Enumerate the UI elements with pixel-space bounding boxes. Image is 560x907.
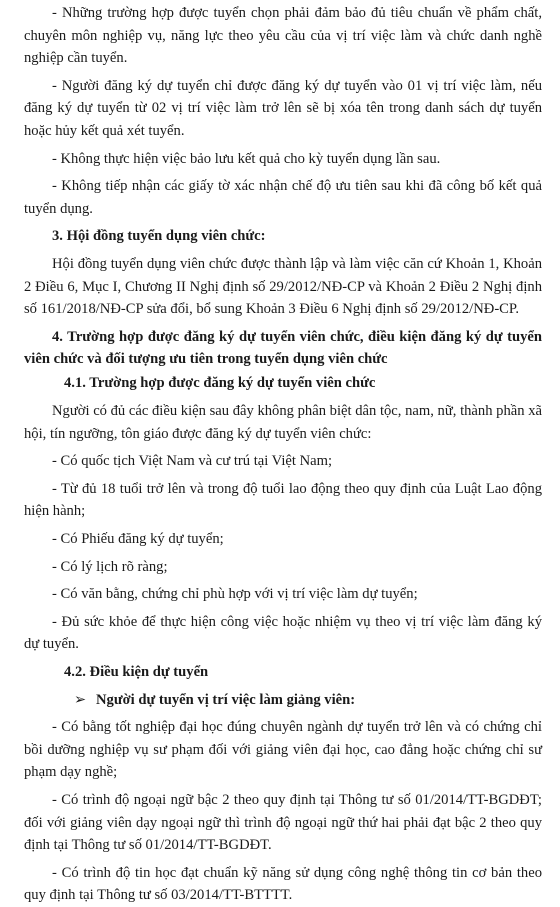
list-item-application-form: - Có Phiếu đăng ký dự tuyển; xyxy=(52,530,224,547)
arrow-bullet-icon: ➢ xyxy=(74,691,87,708)
list-item-health: - Đủ sức khỏe để thực hiện công việc hoặc nhiệm vụ theo vị trí việc làm đăng ký dự tuyển. xyxy=(24,613,542,653)
paragraph-selected-criteria: - Những trường hợp được tuyển chọn phải đảm bảo đủ tiêu chuẩn về phẩm chất, chuyên môn nghiệp vụ, năng lực theo yêu cầu của vị trí việc làm và chức danh nghề nghiệp cần tuyển. xyxy=(24,5,542,67)
heading-lecturer-candidates xyxy=(74,689,542,712)
paragraph-no-priority-docs: - Không tiếp nhận các giấy tờ xác nhận chế độ ưu tiên sau khi đã công bố kết quả tuyển dụng. xyxy=(24,178,542,217)
list-item-nationality: - Có quốc tịch Việt Nam và cư trú tại Việt Nam; xyxy=(52,453,332,470)
heading-section-4-2: 4.2. Điều kiện dự tuyển xyxy=(64,663,209,680)
lecturer-heading-text: Người dự tuyển vị trí việc làm giảng viên: xyxy=(96,691,356,708)
paragraph-no-reservation: - Không thực hiện việc bảo lưu kết quả cho kỳ tuyển dụng lần sau. xyxy=(52,150,441,167)
list-item-university-degree: - Có bằng tốt nghiệp đại học đúng chuyên ngành dự tuyển trở lên và có chứng chỉ bồi dưỡng nghiệp vụ sư phạm đối với giảng viên đại học, cao đẳng hoặc chứng chỉ sư phạm dạy nghề; xyxy=(24,719,542,781)
list-item-it-skills: - Có trình độ tin học đạt chuẩn kỹ năng sử dụng công nghệ thông tin cơ bản theo quy định tại Thông tư số 03/2014/TT-BTTTT. xyxy=(24,864,542,904)
list-item-age: - Từ đủ 18 tuổi trở lên và trong độ tuổi lao động theo quy định của Luật Lao động hiện hành; xyxy=(24,480,542,520)
paragraph-council: Hội đồng tuyển dụng viên chức được thành lập và làm việc căn cứ Khoản 1, Khoản 2 Điều 6, Mục I, Chương II Nghị định số 29/2012/NĐ-CP và Khoản 2 Điều 2 Nghị định số 161/2018/NĐ-CP sửa đổi, bổ sung Khoản 3 Điều 6 Nghị định số 29/2012/NĐ-CP. xyxy=(24,255,542,318)
heading-section-4: 4. Trường hợp được đăng ký dự tuyển viên chức, điều kiện đăng ký dự tuyển viên chức và đối tượng ưu tiên trong tuyển dụng viên chức xyxy=(24,328,542,368)
list-item-background: - Có lý lịch rõ ràng; xyxy=(52,558,168,575)
heading-section-4-1: 4.1. Trường hợp được đăng ký dự tuyển viên chức xyxy=(64,375,376,392)
list-item-foreign-language: - Có trình độ ngoại ngữ bậc 2 theo quy định tại Thông tư số 01/2014/TT-BGDĐT; đối với giảng viên dạy ngoại ngữ thì trình độ ngoại ngữ thứ hai phải đạt bậc 2 theo quy định tại Thông tư số 01/2014/TT-BGDĐT. xyxy=(24,791,542,854)
list-item-degrees: - Có văn bằng, chứng chỉ phù hợp với vị trí việc làm dự tuyển; xyxy=(52,586,418,603)
heading-section-3: 3. Hội đồng tuyển dụng viên chức: xyxy=(52,228,266,245)
paragraph-single-position: - Người đăng ký dự tuyển chỉ được đăng ký dự tuyển vào 01 vị trí việc làm, nếu đăng ký dự tuyển từ 02 vị trí việc làm trở lên sẽ bị xóa tên trong danh sách dự tuyển hoặc hủy kết quả xét tuyển. xyxy=(24,77,542,139)
paragraph-eligibility-intro: Người có đủ các điều kiện sau đây không phân biệt dân tộc, nam, nữ, thành phần xã hội, tín ngưỡng, tôn giáo được đăng ký dự tuyển viên chức: xyxy=(24,403,542,442)
